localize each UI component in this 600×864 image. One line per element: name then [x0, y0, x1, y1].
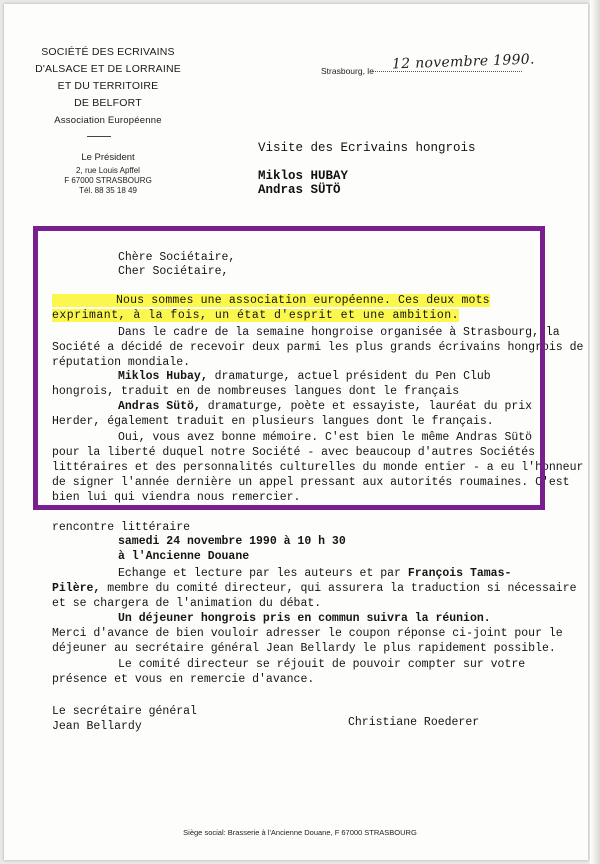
date-dotted-line [372, 71, 522, 72]
president-block [20, 153, 196, 196]
body-line [52, 582, 577, 595]
body-line: présence et vous en remercie d'avance. [52, 673, 315, 686]
body-line: pour la liberté duquel notre Société - avec beaucoup d'autres Sociétés [52, 446, 536, 459]
body-line: hongrois, traduit en de nombreuses langues dont le français [52, 385, 460, 398]
lunch-line: Un déjeuner hongrois pris en commun suivra la réunion. [118, 612, 491, 625]
letterhead-divider [87, 136, 111, 137]
body-line [118, 567, 511, 580]
body-line: Société a décidé de recevoir deux parmi les plus grands écrivains hongrois de [52, 341, 584, 354]
subject-author: Miklos HUBAY [258, 169, 349, 183]
salutation-line: Cher Sociétaire, [118, 265, 229, 278]
handwritten-date: 12 novembre 1990. [391, 51, 535, 73]
subject-line: Visite des Ecrivains hongrois [258, 141, 476, 155]
subject-author: Andras SÜTÖ [258, 183, 341, 197]
highlight-frame [33, 226, 545, 510]
letterhead-organization [20, 44, 196, 129]
body-line: Merci d'avance de bien vouloir adresser le coupon réponse ci-joint pour le [52, 627, 563, 640]
subject-authors [258, 169, 348, 197]
body-text: Echange et lecture par les auteurs et par [118, 567, 401, 580]
org-line: D'ALSACE ET DE LORRAINE [35, 63, 181, 75]
author-name: Andras Sütö, [118, 400, 201, 413]
body-line: Le comité directeur se réjouit de pouvoir compter sur votre [118, 658, 526, 671]
org-line: ET DU TERRITOIRE [57, 80, 159, 92]
date-place: Strasbourg, le [321, 66, 374, 76]
org-line: DE BELFORT [74, 97, 142, 109]
body-line: Herder, également traduit en plusieurs langues dont le français. [52, 415, 494, 428]
address-line: 2, rue Louis Apffel [76, 166, 140, 175]
translator-name: Pilère, [52, 582, 101, 595]
org-line: SOCIÉTÉ DES ECRIVAINS [41, 46, 175, 58]
highlighted-line: exprimant, à la fois, un état d'esprit et une ambition. [52, 309, 460, 322]
signature-name: Jean Bellardy [52, 720, 142, 733]
body-line: littéraires et des personnalités culturelles du monde entier - a eu l'honneur [52, 461, 584, 474]
author-name: Miklos Hubay, [118, 370, 208, 383]
salutation-line: Chère Sociétaire, [118, 251, 236, 264]
body-text: membre du comité directeur, qui assurera la traduction si nécessaire [107, 582, 577, 595]
event-date: samedi 24 novembre 1990 à 10 h 30 [118, 535, 346, 548]
president-title: Le Président [81, 152, 135, 163]
body-line: Oui, vous avez bonne mémoire. C'est bien le même Andras Sütö [118, 431, 533, 444]
event-venue: à l'Ancienne Douane [118, 550, 250, 563]
body-line: déjeuner au secrétaire général Jean Bellardy le plus rapidement possible. [52, 642, 556, 655]
body-line: bien lui qui viendra nous remercier. [52, 491, 301, 504]
address-line: Tél. 88 35 18 49 [79, 186, 137, 195]
page-edge [590, 0, 600, 864]
signature-title: Le secrétaire général [52, 705, 197, 718]
footer-address: Siège social: Brasserie à l'Ancienne Douane, F 67000 STRASBOURG [183, 828, 417, 837]
highlighted-line: Nous sommes une association européenne. Ces deux mots [52, 294, 490, 307]
signature-name: Christiane Roederer [348, 716, 480, 729]
body-line: de signer l'année dernière un appel pressant aux autorités roumaines. C'est [52, 476, 570, 489]
body-text: dramaturge, poète et essayiste, lauréat du prix [207, 400, 533, 413]
translator-name: François Tamas- [407, 567, 512, 580]
body-line: réputation mondiale. [52, 356, 191, 369]
association-label: Association Européenne [54, 115, 162, 126]
event-intro: rencontre littéraire [52, 521, 191, 534]
address-line: F 67000 STRASBOURG [64, 176, 152, 185]
body-line: et se chargera de l'animation du débat. [52, 597, 322, 610]
body-line: Dans le cadre de la semaine hongroise organisée à Strasbourg, la [118, 326, 560, 339]
body-text: dramaturge, actuel président du Pen Club [214, 370, 491, 383]
